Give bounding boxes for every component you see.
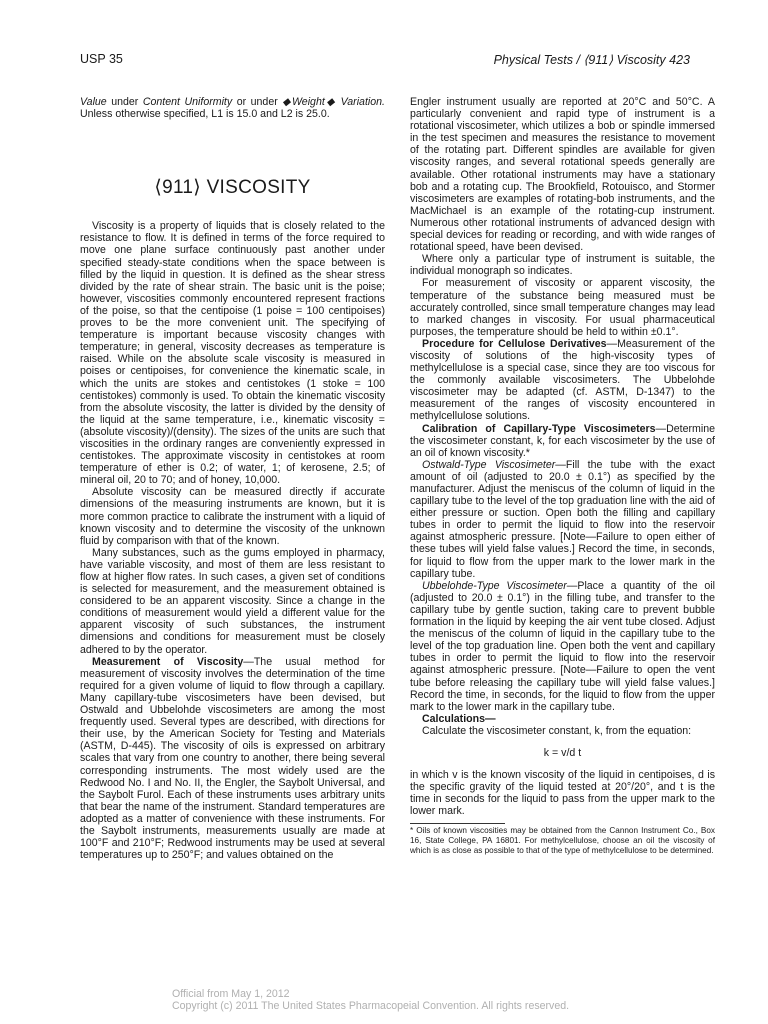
section-paragraph [410, 423, 715, 459]
running-header-right: Physical Tests / ⟨911⟩ Viscosity 423 [493, 53, 690, 67]
section-text: —Determine the viscosimeter constant, k, for each viscosimeter by the use of an oil of known viscosity.* [410, 422, 715, 459]
body-paragraph: Many substances, such as the gums employed in pharmacy, have variable viscosity, and most of them are less resistant to flow at higher flow rates. In such cases, a given set of conditions is selected for measurement, and the measurement obtained is considered to be an apparent viscosity. Since a change in the conditions of measurement would yield a different value for the apparent viscosity of such substances, the instrument dimensions and conditions for measurement must be closely adhered to by the operator. [80, 546, 385, 656]
intro-part-b: under [106, 96, 143, 108]
intro-paragraph [80, 96, 385, 120]
section-paragraph [410, 459, 715, 580]
section-text: —Place a quantity of the oil (adjusted to 20.0 ± 0.1°) in the filling tube, and transfer to the capillary tube by gentle suction, taking care to prevent bubble formation in the liquid by keeping the air vent tube closed. Adjust the meniscus of the column of liquid in the capillary tube to the level of the top graduation line. Open both the vent and capillary tubes in order to permit the liquid to flow into the reservoir against atmospheric pressure. [Note—Failure to open the vent tube before releasing the capillary tube will yield false values.] Record the time, in seconds, for the liquid to flow from the upper mark to the lower mark in the capillary tube. [410, 579, 715, 713]
equation: k = v/d t [543, 746, 582, 759]
intro-part-c: Content Uniformity [142, 96, 233, 108]
body-paragraph: Absolute viscosity can be measured directly if accurate dimensions of the measuring instruments are known, but it is more common practice to calibrate the instrument with a liquid of known viscosity and to determine the viscosity of the unknown fluid by comparison with that of the known. [80, 486, 385, 547]
body-paragraph: Engler instrument usually are reported at 20°C and 50°C. A particularly convenient and rapid type of instrument is a rotational viscosimeter, which utilizes a bob or spindle immersed in the test specimen and measures the resistance to movement of the rotating part. Different spindles are available for given viscosity ranges, and several rotational speeds generally are available. Other rotational instruments may have a stationary bob and a rotating cup. The Brookfield, Rotouisco, and Stormer viscosimeters are examples of rotating-bob instruments, and the MacMichael is an example of the rotating-cup instrument. Numerous other rotational instruments of advanced design with special devices for reading or recording, and with wide ranges of rotational speed, have been devised. [410, 96, 715, 254]
copyright-notice: Copyright (c) 2011 The United States Pharmacopeial Convention. All rights reserved. [172, 1000, 570, 1012]
section-heading: Procedure for Cellulose Derivatives [422, 337, 607, 350]
section-paragraph [410, 580, 715, 713]
left-column [80, 96, 385, 861]
body-paragraph: Viscosity is a property of liquids that is closely related to the resistance to flow. It is defined in terms of the force required to move one plane surface continuously past another under specified steady-state conditions when the space between is filled by the liquid in question. It is defined as the shear stress divided by the rate of shear strain. The basic unit is the poise; however, viscosities commonly encountered represent fractions of the poise, so that the centipoise (1 poise = 100 centipoises) proves to be the more convenient unit. The specifying of temperature is important because viscosity changes with temperature; in general, viscosity decreases as temperature is raised. While on the absolute scale viscosity is measured in poises or centipoises, for convenience the kinematic scale, in which the units are stokes and centistokes (1 stoke = 100 centistokes) commonly is used. To obtain the kinematic viscosity from the absolute viscosity, the latter is divided by the density of the liquid at the same temperature, i.e., kinematic viscosity = (absolute viscosity)/(density). The sizes of the units are such that viscosities in the ordinary ranges are conveniently expressed in centistokes. The approximate viscosity in centistokes at room temperature of ether is 0.2; of water, 1; of kerosene, 2.5; of mineral oil, 20 to 70; and of honey, 10,000. [80, 220, 385, 487]
section-paragraph [410, 338, 715, 423]
right-column [410, 96, 715, 855]
section-heading: Calibration of Capillary-Type Viscosimeters [422, 422, 656, 435]
calculations-body: in which v is the known viscosity of the liquid in centipoises, d is the specific gravity of the liquid tested at 20°/20°, and t is the time in seconds for the liquid to pass from the upper mark to the lower mark. [410, 769, 715, 818]
running-header-left: USP 35 [80, 52, 123, 66]
footnote: * Oils of known viscosities may be obtained from the Cannon Instrument Co., Box 16, State College, PA 16801. For methylcellulose, choose an oil the viscosity of which is as close as possible to that of the type of methylcellulose to be determined. [410, 826, 715, 855]
intro-part-e: ◆Weight◆ Variation. [282, 96, 385, 108]
calculations-heading [410, 713, 715, 725]
footnote-divider [410, 823, 505, 824]
section-heading: Calculations— [422, 712, 496, 725]
official-stamp [172, 988, 569, 1012]
calculations-intro: Calculate the viscosimeter constant, k, from the equation: [422, 724, 692, 737]
section-text: —The usual method for measurement of viscosity involves the determination of the time required for a given volume of liquid to flow through a capillary. Many capillary-tube viscosimeters have been devised, but Ostwald and Ubbelohde viscosimeters are among the most frequently used. Several types are described, with directions for their use, by the American Society for Testing and Materials (ASTM, D-445). The viscosity of oils is expressed on arbitrary scales that vary from one country to another, there being several corresponding instruments. The most widely used are the Redwood No. I and No. II, the Engler, the Saybolt Universal, and the Saybolt Furol. Each of these instruments uses arbitrary units that bear the name of the instrument. Standard temperatures are adopted as a matter of convenience with these instruments. For the Saybolt instruments, measurements usually are made at 100°F and 210°F; Redwood instruments may be used at several temperatures up to 250°F; and values obtained on the [80, 655, 386, 862]
body-paragraph: Where only a particular type of instrument is suitable, the individual monograph so indicates. [410, 253, 715, 278]
section-paragraph [80, 656, 385, 862]
subsection-heading: Ostwald-Type Viscosimeter [422, 458, 556, 471]
section-heading: Measurement of Viscosity [92, 655, 244, 668]
body-paragraph: For measurement of viscosity or apparent viscosity, the temperature of the substance being measured must be accurately controlled, since small temperature changes may lead to marked changes in viscosity. For usual pharmaceutical purposes, the temperature should be held to within ±0.1°. [410, 277, 715, 338]
intro-part-a: Value [80, 96, 107, 108]
official-date: Official from May 1, 2012 [172, 988, 290, 1000]
subsection-heading: Ubbelohde-Type Viscosimeter [422, 579, 567, 592]
section-text: —Measurement of the viscosity of solutions of the high-viscosity types of methylcellulose is a special case, since they are too viscous for the commonly available viscosimeters. The Ubbelohde viscosimeter may be adapted (cf. ASTM, D-1347) to the measurement of the ranges of viscosity encountered in methylcellulose solutions. [410, 337, 715, 423]
intro-part-d: or under [232, 96, 283, 108]
chapter-title: ⟨911⟩ VISCOSITY [154, 177, 311, 199]
intro-rest: Unless otherwise specified, L1 is 15.0 and L2 is 25.0. [80, 108, 330, 121]
section-text: —Fill the tube with the exact amount of oil (adjusted to 20.0 ± 0.1°) as specified by the manufacturer. Adjust the meniscus of the column of liquid in the capillary tube to the level of the top graduation line with the aid of either pressure or suction. Open both the filling and capillary tubes in order to permit the liquid to flow into the reservoir against atmospheric pressure. [Note—Failure to open either of these tubes will yield false values.] Record the time, in seconds, for liquid to flow from the upper mark to the lower mark in the capillary tube. [410, 458, 715, 580]
